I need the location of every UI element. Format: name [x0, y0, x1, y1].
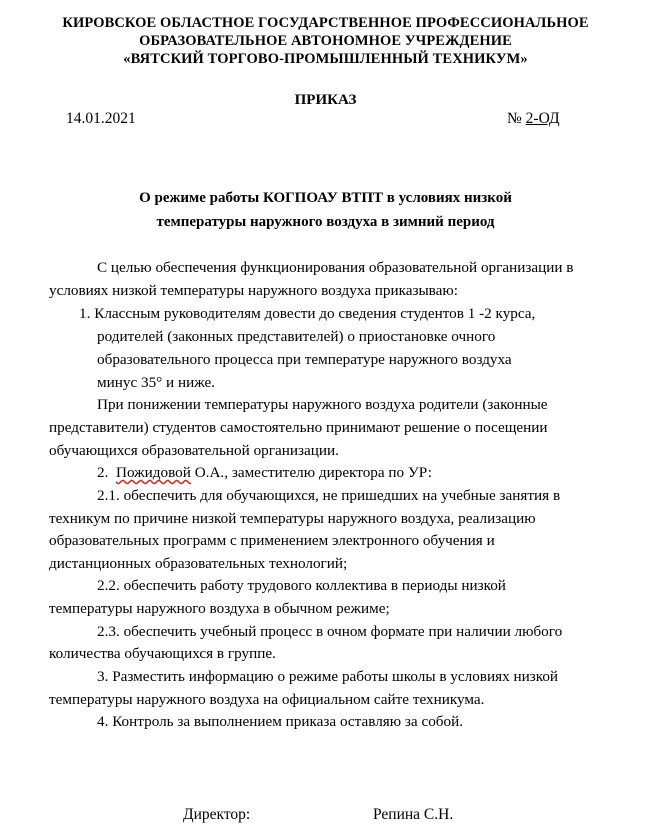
order-date: 14.01.2021	[66, 110, 136, 127]
list-item-2-number: 2.	[97, 464, 109, 481]
body-line: родителей (законных представителей) о приостановке очного	[97, 328, 496, 345]
list-item-4: 4. Контроль за выполнением приказа оставляю за собой.	[97, 713, 464, 730]
document-title: ПРИКАЗ	[294, 92, 357, 108]
signature-name: Репина С.Н.	[373, 806, 454, 823]
order-number-value: 2-ОД	[525, 110, 560, 127]
body-line: 2.2. обеспечить работу трудового коллектива в периоды низкой	[97, 577, 506, 594]
body-line: 2.3. обеспечить учебный процесс в очном формате при наличии любого	[97, 623, 563, 640]
body-line: техникум по причине низкой температуры наружного воздуха, реализацию	[49, 510, 536, 527]
body-line: дистанционных образовательных технологий;	[49, 555, 348, 572]
body-line: образовательного процесса при температуре наружного воздуха	[97, 351, 512, 368]
body-line: температуры наружного воздуха в обычном режиме;	[49, 600, 390, 617]
body-line: представители) студентов самостоятельно принимают решение о посещении	[49, 419, 548, 436]
list-item-2-text: О.А., заместителю директора по УР:	[190, 464, 432, 481]
body-line: условиях низкой температуры наружного воздуха приказываю:	[49, 282, 458, 299]
subject-line-1: О режиме работы КОГПОАУ ВТПТ в условиях низкой	[139, 190, 512, 206]
order-number	[507, 110, 560, 128]
body-line: При понижении температуры наружного воздуха родители (законные	[97, 396, 548, 413]
signature-role: Директор:	[183, 806, 251, 823]
body-line: образовательных программ с применением электронного обучения и	[49, 532, 495, 549]
body-line: С целью обеспечения функционирования образовательной организации в	[97, 259, 574, 276]
subject-line-2: температуры наружного воздуха в зимний период	[156, 214, 495, 230]
body-line: количества обучающихся в группе.	[49, 645, 276, 662]
body-line: 2.1. обеспечить для обучающихся, не пришедших на учебные занятия в	[97, 487, 561, 504]
body-line: обучающихся образовательной организации.	[49, 442, 339, 459]
list-item-1: 1. Классным руководителям довести до сведения студентов 1 -2 курса,	[79, 305, 536, 322]
misspelled-name: Пожидовой	[115, 464, 191, 481]
order-number-prefix: №	[507, 110, 526, 127]
org-header-line-3: «ВЯТСКИЙ ТОРГОВО-ПРОМЫШЛЕННЫЙ ТЕХНИКУМ»	[123, 51, 528, 67]
org-header-line-1: КИРОВСКОЕ ОБЛАСТНОЕ ГОСУДАРСТВЕННОЕ ПРОФЕССИОНАЛЬНОЕ	[62, 15, 589, 31]
body-line: температуры наружного воздуха на официальном сайте техникума.	[49, 691, 485, 708]
list-item-3: 3. Разместить информацию о режиме работы школы в условиях низкой	[97, 668, 559, 685]
org-header-line-2: ОБРАЗОВАТЕЛЬНОЕ АВТОНОМНОЕ УЧРЕЖДЕНИЕ	[139, 33, 512, 49]
body-line: минус 35° и ниже.	[97, 374, 216, 391]
list-item-2	[97, 463, 432, 483]
